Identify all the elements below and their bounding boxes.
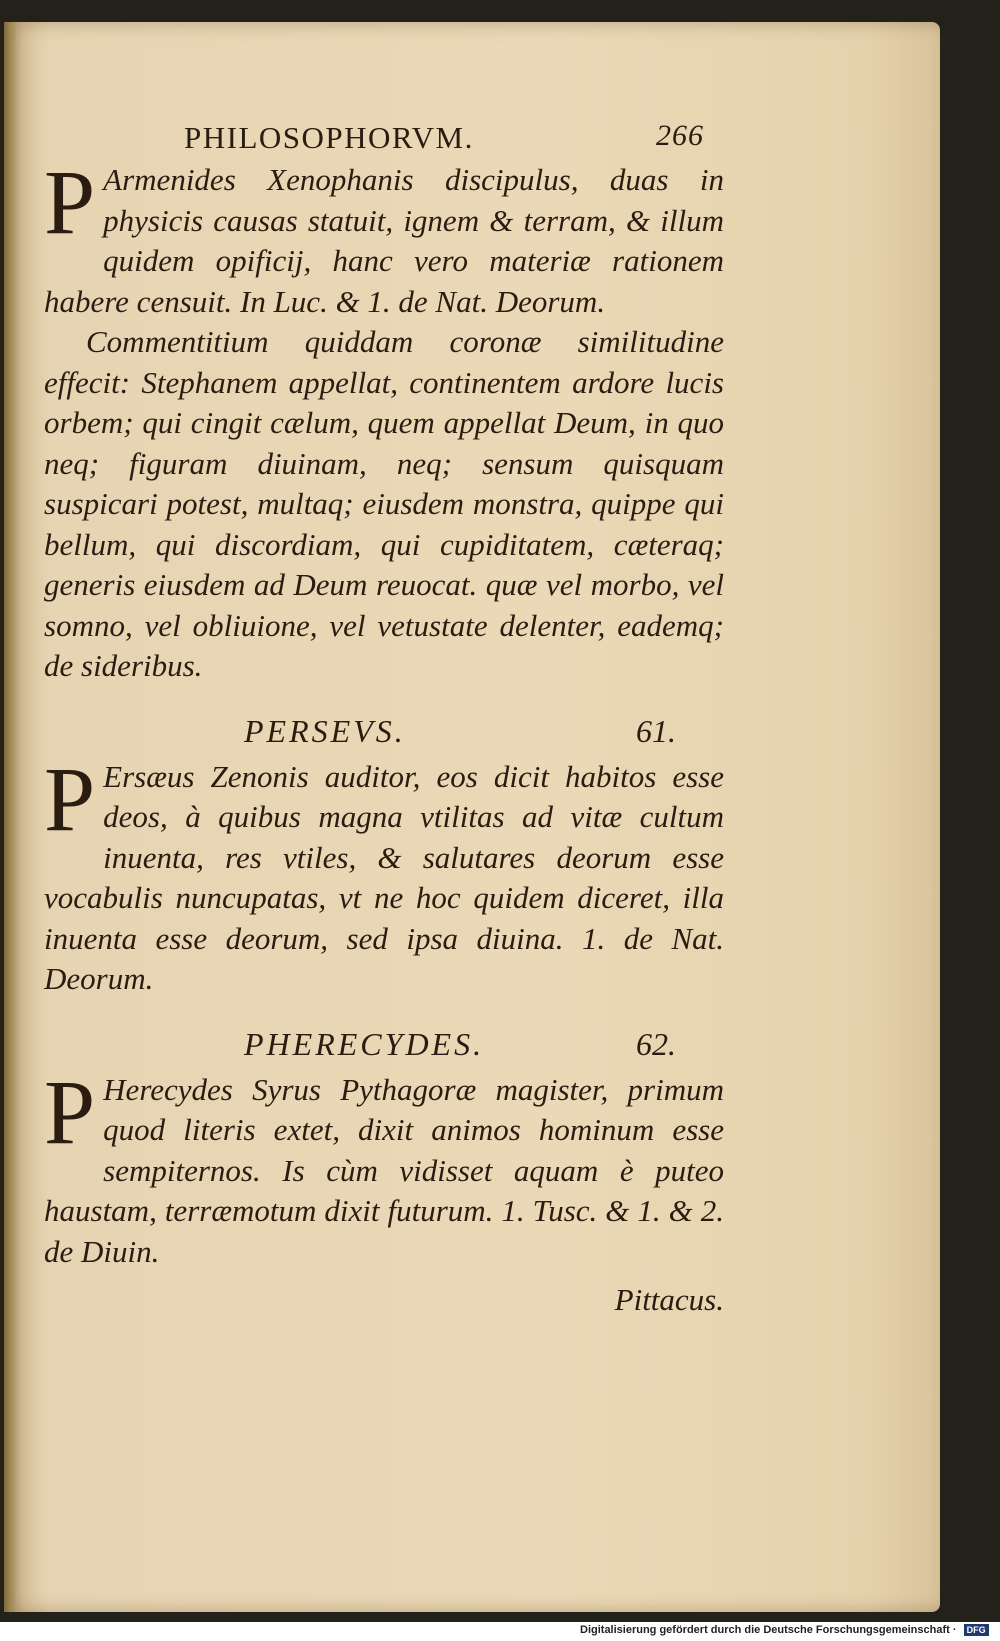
entry-text: Ersæus Zenonis auditor, eos dicit habitos esse deos, à quibus magna vtilitas ad vitæ cultum inuenta, res vtiles, & salutares deorum esse vocabulis nuncupatas, vt ne hoc quidem diceret, illa inuenta esse deorum, sed ipsa diuina. 1. de Nat. Deorum. bbox=[44, 758, 724, 996]
drop-capital: P bbox=[44, 747, 96, 850]
dfg-logo: DFG bbox=[964, 1624, 989, 1636]
section-heading-pherecydes bbox=[44, 1010, 724, 1062]
section-title: PERSEVS. bbox=[244, 712, 406, 749]
page-gutter bbox=[4, 22, 16, 1612]
section-number: 62. bbox=[636, 1025, 676, 1062]
credit-text: Digitalisierung gefördert durch die Deutsche Forschungsgemeinschaft · bbox=[580, 1624, 957, 1636]
entry-parmenides bbox=[44, 151, 724, 322]
digitization-credit bbox=[580, 1624, 989, 1636]
section-title: PHERECYDES. bbox=[244, 1025, 485, 1062]
entry-text: Armenides Xenophanis discipulus, duas in physicis causas statuit, ignem & terram, & illum quidem opificij, hanc vero materiæ rationem habere censuit. In Luc. & 1. de Nat. Deorum. bbox=[44, 162, 724, 319]
catchword: Pittacus. bbox=[614, 1282, 724, 1317]
page-number: 266 bbox=[656, 119, 704, 152]
running-title: PHILOSOPHORVM. bbox=[184, 120, 474, 155]
section-heading-perseus bbox=[44, 697, 724, 749]
drop-capital: P bbox=[44, 1060, 96, 1163]
entry-continuation: Commentitium quiddam coronæ similitudine effecit: Stephanem appellat, continentem ardore lucis orbem; qui cingit cælum, quem appellat Deum, in quo neq; figuram diuinam, neq; sensum quisquam suspicari potest, multaq; eiusdem monstra, quippe qui bellum, qui discordiam, qui cupiditatem, cæteraq; generis eiusdem ad Deum reuocat. quæ vel morbo, vel somno, vel obliuione, vel vetustate delenter, eademq; de sideribus. bbox=[44, 324, 724, 683]
entry-perseus bbox=[44, 747, 724, 1000]
drop-capital: P bbox=[44, 151, 96, 253]
page-text bbox=[44, 110, 724, 1321]
section-number: 61. bbox=[636, 712, 676, 749]
running-header bbox=[44, 110, 724, 156]
entry-text: Herecydes Syrus Pythagoræ magister, primum quod literis extet, dixit animos hominum esse sempiternos. Is cùm vidisset aquam è puteo haustam, terræmotum dixit futurum. 1. Tusc. & 1. & 2. de Diuin. bbox=[44, 1071, 724, 1269]
entry-pherecydes bbox=[44, 1060, 724, 1273]
